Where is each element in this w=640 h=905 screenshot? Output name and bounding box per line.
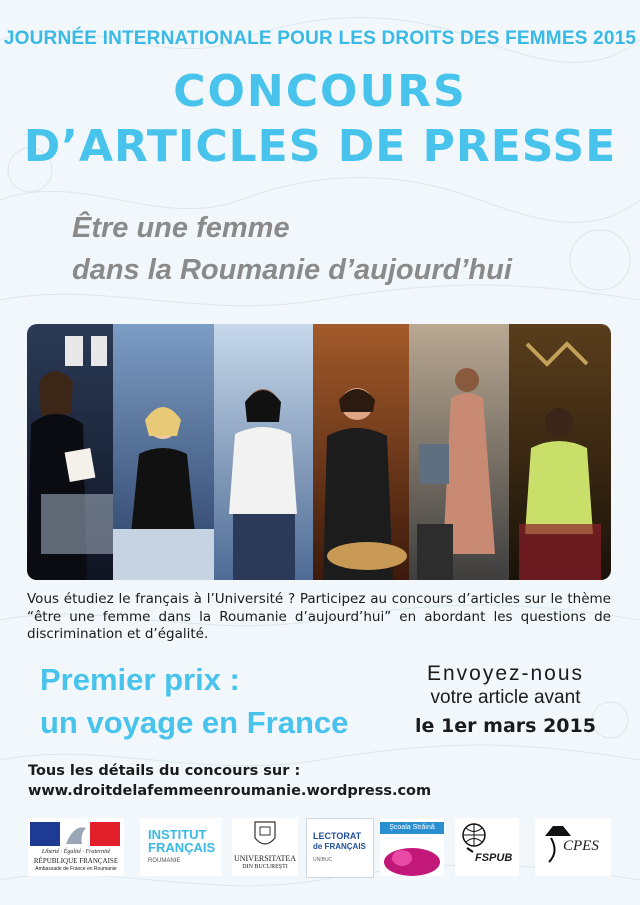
photo-tv-presenter bbox=[113, 324, 214, 580]
prize-line-2: un voyage en France bbox=[40, 705, 349, 740]
details-url-link[interactable]: www.droitdelafemmeenroumanie.wordpress.com bbox=[28, 783, 432, 799]
cpes-name: CPES bbox=[563, 838, 599, 854]
globe-icon bbox=[461, 822, 487, 854]
photo-chef bbox=[313, 324, 409, 580]
institut-logo bbox=[140, 818, 222, 876]
ambassade-logo bbox=[28, 818, 124, 876]
fspub-logo bbox=[455, 818, 519, 876]
universitatea-line-2: DIN BUCUREȘTI bbox=[242, 864, 288, 870]
lectorat-logo bbox=[306, 818, 374, 878]
event-supertitle: JOURNÉE INTERNATIONALE POUR LES DROITS DES FEMMES 2015 bbox=[3, 28, 637, 49]
body-text: Vous étudiez le français à l’Université ? Participez au concours d’articles sur le thème “être une femme dans la Roumanie d’aujourd’hui” en abordant les questions de discrimination et d’égalité. bbox=[27, 591, 611, 642]
photo-schoolgirl bbox=[214, 324, 313, 580]
cpes-logo bbox=[535, 818, 611, 876]
details-label: Tous les détails du concours sur : bbox=[28, 763, 301, 779]
institut-line-2: FRANÇAIS bbox=[148, 840, 216, 855]
theme-line-2: dans la Roumanie d’aujourd’hui bbox=[72, 254, 512, 286]
lectorat-line-1: LECTORAT bbox=[313, 831, 362, 841]
photo-voting-woman bbox=[27, 324, 113, 580]
photo-teacher bbox=[409, 324, 509, 580]
body-paragraph bbox=[27, 591, 611, 644]
ambassade-motto: Liberté · Égalité · Fraternité bbox=[41, 849, 111, 855]
theme-line-1: Être une femme bbox=[72, 212, 290, 244]
title-line-2: D’ARTICLES DE PRESSE bbox=[23, 121, 617, 172]
scoala-straina-logo bbox=[380, 818, 444, 876]
flower-icon bbox=[380, 840, 444, 876]
title-line-1: CONCOURS bbox=[173, 66, 467, 117]
photo-speaker bbox=[509, 324, 611, 580]
ambassade-sub: Ambassade de France en Roumanie bbox=[35, 866, 117, 872]
ambassade-name: RÉPUBLIQUE FRANÇAISE bbox=[33, 857, 119, 865]
lectorat-line-3: UNIBUC bbox=[313, 857, 333, 863]
send-line-2: votre article avant bbox=[430, 687, 581, 708]
university-crest-icon bbox=[253, 820, 277, 850]
deadline: le 1er mars 2015 bbox=[415, 715, 596, 737]
prize-line-1: Premier prix : bbox=[40, 662, 240, 697]
send-line-1: Envoyez-nous bbox=[426, 662, 585, 685]
institut-line-1: INSTITUT bbox=[148, 827, 207, 842]
universitatea-line-1: UNIVERSITATEA bbox=[233, 854, 297, 863]
universitatea-logo bbox=[232, 818, 298, 876]
fspub-name: FSPUB bbox=[475, 852, 513, 864]
institut-line-3: ROUMANIE bbox=[148, 858, 181, 864]
photo-collage bbox=[27, 324, 611, 580]
scoala-straina-name: Școala Străină bbox=[380, 822, 444, 834]
lectorat-line-2: de FRANÇAIS bbox=[313, 842, 366, 851]
